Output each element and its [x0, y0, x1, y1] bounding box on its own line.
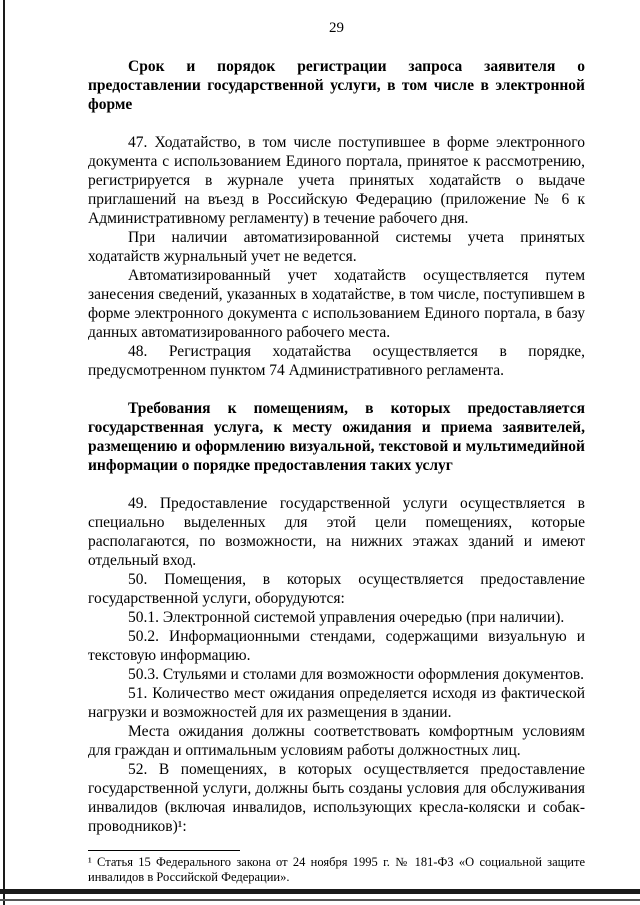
scan-edge-bottom	[0, 889, 640, 894]
section-heading-premises: Требования к помещениям, в которых предоставляется государственная услуга, к месту ожидания и приема заявителей, размещению и оформлению визуальной, текстовой и мультимедийной информации о порядке предоставления таких услуг	[88, 400, 585, 474]
footnote	[88, 850, 585, 885]
paragraph-47: 47. Ходатайство, в том числе поступившее в форме электронного документа с использованием Единого портала, принятое к рассмотрению, регистрируется в журнале учета принятых ходатайств о выдаче приглашений на въезд в Российскую Федерацию (приложение № 6 к Административному регламенту) в течение рабочего дня.	[88, 134, 585, 227]
scan-edge-bottom-secondary	[0, 899, 640, 901]
paragraph-50-1: 50.1. Электронной системой управления очередью (при наличии).	[128, 609, 565, 626]
section-heading-registration: Срок и порядок регистрации запроса заявителя о предоставлении государственной услуги, в том числе в электронной форме	[88, 58, 585, 113]
footnote-divider	[88, 850, 240, 851]
paragraph-50-2: 50.2. Информационными стендами, содержащими визуальную и текстовую информацию.	[88, 628, 585, 664]
page-number: 29	[329, 20, 344, 36]
paragraph-49: 49. Предоставление государственной услуги осуществляется в специально выделенных для этой цели помещениях, которые располагаются, по возможности, на нижних этажах зданий и имеют отдельный вход.	[88, 495, 585, 569]
footnote-text: ¹ Статья 15 Федерального закона от 24 ноября 1995 г. № 181-ФЗ «О социальной защите инвалидов в Российской Федерации».	[88, 855, 585, 884]
paragraph-50: 50. Помещения, в которых осуществляется предоставление государственной услуги, оборудуются:	[88, 571, 585, 607]
paragraph-50-3: 50.3. Стульями и столами для возможности оформления документов.	[128, 666, 585, 683]
paragraph-51: 51. Количество мест ожидания определяется исходя из фактической нагрузки и возможностей для их размещения в здании.	[88, 685, 585, 721]
paragraph-52: 52. В помещениях, в которых осуществляется предоставление государственной услуги, должны быть созданы условия для обслуживания инвалидов (включая инвалидов, использующих кресла-коляски и собак-проводников)¹:	[88, 761, 585, 835]
paragraph-48: 48. Регистрация ходатайства осуществляется в порядке, предусмотренном пунктом 74 Административного регламента.	[88, 343, 585, 379]
scan-edge-left	[3, 0, 5, 905]
paragraph-47-note-1: При наличии автоматизированной системы учета принятых ходатайств журнальный учет не ведется.	[88, 229, 585, 265]
paragraph-47-note-2: Автоматизированный учет ходатайств осуществляется путем занесения сведений, указанных в ходатайстве, в том числе, поступившем в форме электронного документа с использованием Единого портала, в базу данных автоматизированного рабочего места.	[88, 267, 585, 341]
paragraph-51-note: Места ожидания должны соответствовать комфортным условиям для граждан и оптимальным условиям работы должностных лиц.	[88, 723, 585, 759]
document-page	[88, 20, 585, 885]
